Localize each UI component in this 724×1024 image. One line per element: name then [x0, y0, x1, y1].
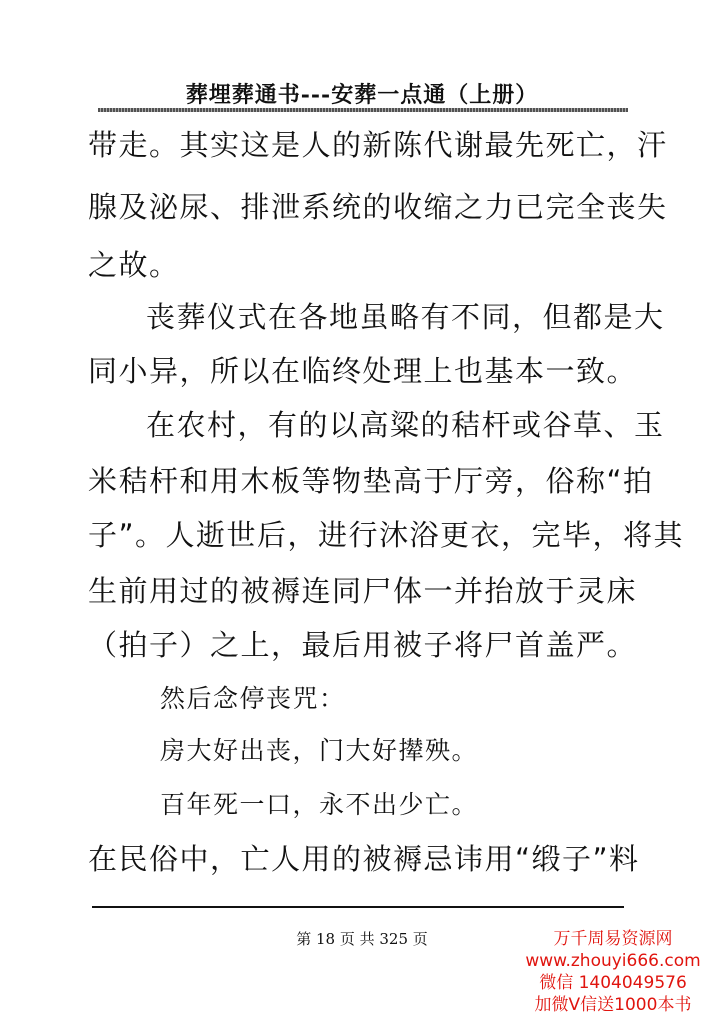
text-line: 丧葬仪式在各地虽略有不同，但都是大 — [146, 300, 665, 334]
text-line: 生前用过的被褥连同尸体一并抬放于灵床 — [88, 574, 638, 608]
text-line: 百年死一口，永不出少亡。 — [160, 790, 479, 819]
watermark-line: 万千周易资源网 — [553, 929, 673, 949]
text-line: 在农村，有的以高粱的秸杆或谷草、玉 — [146, 408, 665, 442]
footer-divider — [92, 906, 624, 908]
text-line: 之故。 — [88, 248, 180, 282]
text-line: 腺及泌尿、排泄系统的收缩之力已完全丧失 — [88, 190, 668, 224]
watermark-line: 微信 1404049576 — [539, 973, 687, 993]
header-divider — [98, 108, 628, 112]
text-line: （拍子）之上，最后用被子将尸首盖严。 — [88, 628, 638, 662]
text-line: 带走。其实这是人的新陈代谢最先死亡，汗 — [88, 128, 668, 162]
page-number: 第 18 页 共 325 页 — [296, 930, 428, 948]
watermark — [508, 928, 718, 1016]
text-line: 在民俗中，亡人用的被褥忌讳用“缎子”料 — [88, 842, 640, 876]
watermark-line: www.zhouyi666.com — [525, 951, 701, 971]
watermark-line: 加微V信送1000本书 — [534, 995, 692, 1015]
text-line: 子”。人逝世后，进行沐浴更衣，完毕，将其 — [88, 518, 685, 552]
text-line: 房大好出丧，门大好撵殃。 — [160, 736, 479, 765]
page-header-title: 葬埋葬通书---安葬一点通（上册） — [185, 82, 539, 108]
text-line: 米秸杆和用木板等物垫高于厅旁，俗称“拍 — [88, 464, 654, 498]
text-line: 同小异，所以在临终处理上也基本一致。 — [88, 354, 638, 388]
text-line: 然后念停丧咒： — [160, 684, 346, 713]
